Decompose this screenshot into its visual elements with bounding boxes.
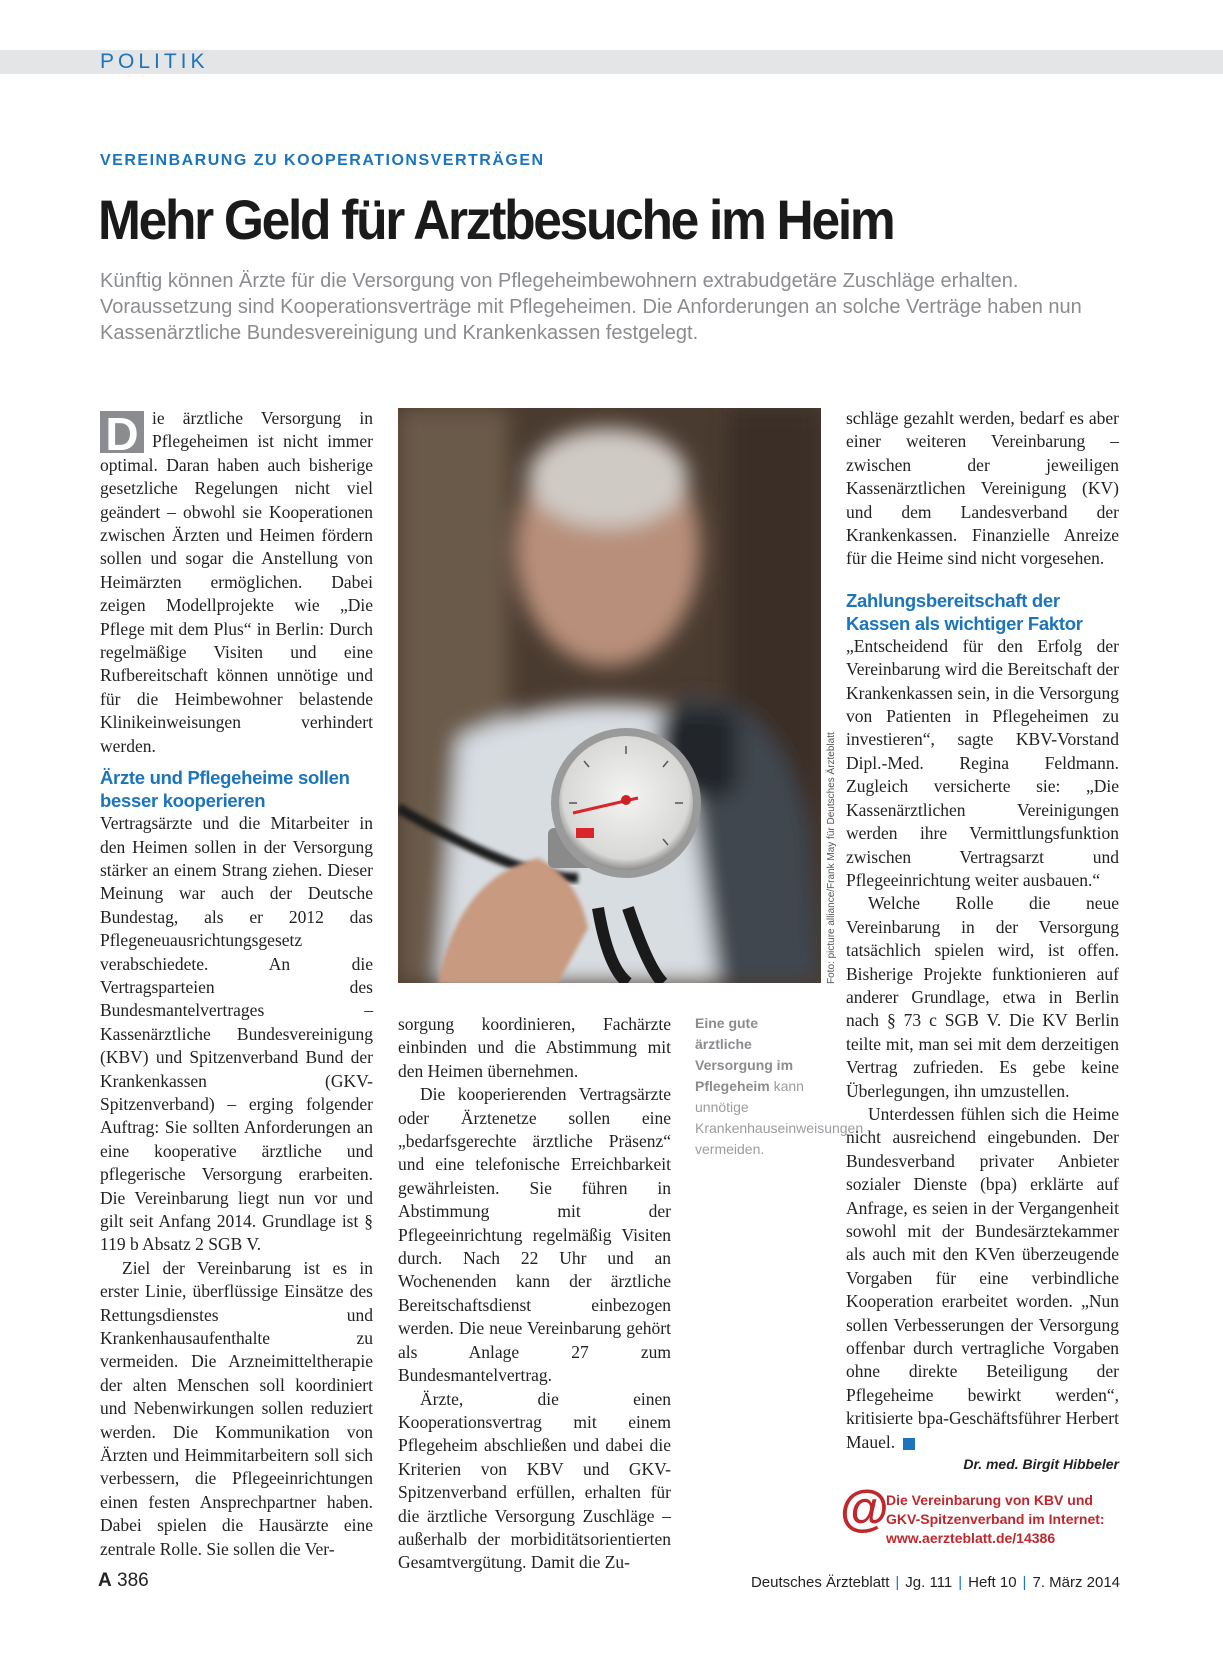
end-mark-icon [903, 1438, 915, 1450]
paragraph: sorgung koordinieren, Fachärzte einbinden und die Abstimmung mit den Heimen übernehmen. [398, 1014, 671, 1081]
subheading: Zahlungsbereitschaft der Kassen als wichtiger Faktor [846, 589, 1083, 634]
paragraph: „Entscheidend für den Erfolg der Vereinbarung wird die Bereitschaft der Krankenkassen sein, in die Versorgung von Patienten in Pflegeheimen zu investieren“, sagte KBV-Vorstand Dipl.-Med. Regina Feldmann. Zugleich versicherte sie: „Die Kassenärztlichen Vereinigungen werden ihre Vermittlungsfunktion zwischen Vertragsarzt und Pflegeeinrichtung weiter ausbauen.“ [846, 635, 1119, 890]
section-label: POLITIK [100, 50, 209, 73]
web-link-text [886, 1491, 1105, 1548]
text-column-1 [100, 407, 373, 1561]
paragraph [100, 407, 373, 758]
web-link-line: Die Vereinbarung von KBV und [886, 1492, 1093, 1508]
article-photo [398, 408, 821, 983]
separator: | [958, 1574, 963, 1591]
caption-text: kann unnötige Krankenhauseinweisungen vermeiden. [695, 1078, 864, 1157]
page-folio [98, 1570, 149, 1592]
page-number: 386 [117, 1570, 149, 1591]
paragraph: Vertragsärzte und die Mitarbeiter in den Heimen sollen in der Versorgung stärker an einem Strang ziehen. Dieser Meinung war auch der Deutsche Bundestag, als er 2012 das Pflegeneuausrichtungsgesetz verabschiedete. An die Vertragsparteien des Bundesmantelvertrages – Kassenärztliche Bundesvereinigung (KBV) und Spitzenverband Bund der Krankenkassen (GKV-Spitzenverband) – erging folgender Auftrag: Sie sollten Anforderungen an eine kooperative ärztliche und pflegerische Versorgung erarbeiten. Die Vereinbarung liegt nun vor und gilt seit Anfang 2014. Grundlage ist § 119 b Absatz 2 SGB V. [100, 813, 373, 1255]
paragraph: Die kooperierenden Vertragsärzte oder Ärztenetze sollen eine „bedarfsgerechte ärztliche Präsenz“ und eine telefonische Erreichbarkeit gewährleisten. Sie führen in Abstimmung mit der Pflegeeinrichtung regelmäßig Visiten durch. Nach 22 Uhr und an Wochenenden kann der ärztliche Bereitschaftsdienst einbezogen werden. Die neue Vereinbarung gehört als Anlage 27 zum Bundesmantelvertrag. [398, 1084, 671, 1386]
text-column-3 [846, 407, 1119, 1454]
separator: | [895, 1574, 900, 1591]
at-icon: @ [840, 1480, 889, 1536]
journal-date: 7. März 2014 [1032, 1574, 1120, 1591]
author: Dr. med. Birgit Hibbeler [963, 1456, 1119, 1472]
subheading: Ärzte und Pflegeheime sollen besser kooperieren [100, 767, 350, 812]
article-lead: Künftig können Ärzte für die Versorgung von Pflegeheimbewohnern extrabudgetäre Zuschläge erhalten. Voraussetzung sind Kooperationsverträge mit Pflegeheimen. Die Anforderungen an solche Verträge haben nun Kassenärztliche Bundesvereinigung und Krankenkassen festgelegt. [100, 270, 1082, 344]
paragraph: Ärzte, die einen Kooperationsvertrag mit einem Pflegeheim abschließen und dabei die Kriterien von KBV und GKV-Spitzenverband erfüllen, erhalten für die ärztliche Versorgung Zuschläge – außerhalb der morbiditätsorientierten Gesamtvergütung. Damit die Zu- [398, 1388, 671, 1573]
photo-blood-pressure-gauge [398, 408, 821, 983]
journal-footer [751, 1574, 1120, 1591]
article-kicker: VEREINBARUNG ZU KOOPERATIONSVERTRÄGEN [100, 152, 545, 169]
photo-credit [826, 732, 840, 984]
drop-cap: D [100, 411, 144, 453]
web-link-url[interactable]: www.aerzteblatt.de/14386 [886, 1530, 1056, 1546]
page-prefix: A [98, 1570, 112, 1591]
paragraph: schläge gezahlt werden, bedarf es aber einer weiteren Vereinbarung – zwischen der jeweiligen Kassenärztlichen Vereinigung (KV) und dem Landesverband der Krankenkassen. Finanzielle Anreize für die Heime sind nicht vorgesehen. [846, 408, 1119, 569]
article-title: Mehr Geld für Arztbesuche im Heim [98, 188, 894, 251]
paragraph-text: Unterdessen fühlen sich die Heime nicht ausreichend eingebunden. Der Bundesverband privater Anbieter sozialer Dienste (bpa) erklärte auf Anfrage, es seien in der Vergangenheit sowohl mit der Bundesärztekammer als auch mit den KVen überzeugende Vorgaben für eine verbindliche Kooperation erarbeitet worden. „Nun sollen Verbesserungen der Versorgung offenbar durch vertragliche Vorgaben ohne direkte Beteiligung der Pflegeheime bewirkt werden“, kritisierte bpa-Geschäftsführer Herbert Mauel. [846, 1103, 1119, 1452]
journal-name: Deutsches Ärzteblatt [750, 1574, 890, 1591]
text-column-2 [398, 1013, 671, 1575]
web-link-line: GKV-Spitzenverband im Internet: [886, 1511, 1105, 1527]
photo-caption [695, 1013, 864, 1160]
paragraph: Ziel der Vereinbarung ist es in erster Linie, überflüssige Einsätze des Rettungsdienstes und Krankenhausaufenthalte zu vermeiden. Die Arzneimitteltherapie der alten Menschen soll koordiniert und Nebenwirkungen sollen reduziert werden. Die Kommunikation von Ärzten und Heimmitarbeitern soll sich verbessern, die Pflegeeinrichtungen einen festen Ansprechpartner haben. Dabei spielen die Hausärzte eine zentrale Rolle. Sie sollen die Ver- [100, 1257, 373, 1559]
paragraph-text: ie ärztliche Versorgung in Pflegeheimen ist nicht immer optimal. Daran haben auch bisherige gesetzliche Regelungen nicht viel geändert – obwohl sie Kooperationen zwischen Ärzten und Heimen fördern sollen und sogar die Anstellung von Heimärzten ermöglichen. Dabei zeigen Modellprojekte wie „Die Pflege mit dem Plus“ in Berlin: Durch regelmäßige Visiten und eine Rufbereitschaft können unnötige und für die Heimbewohner belastende Klinikeinweisungen verhindert werden. [100, 408, 373, 756]
journal-volume: Jg. 111 [905, 1574, 953, 1591]
caption-bold: Eine gute ärztliche Versorgung im Pflegeheim [695, 1015, 794, 1094]
journal-issue: Heft 10 [968, 1574, 1017, 1591]
paragraph: Welche Rolle die neue Vereinbarung in der Versorgung tatsächlich spielen wird, ist offen. Bisherige Projekte funktionieren auf anderer Grundlage, etwa in Berlin nach § 73 c SGB V. Die KV Berlin teilte mit, man sei mit dem derzeitigen Vertrag zufrieden. Es gebe keine Überlegungen, ihn umzustellen. [846, 893, 1119, 1101]
photo-credit-text: Foto: picture alliance/Frank May für Deutsches Ärzteblatt [826, 732, 837, 984]
paragraph [846, 1103, 1119, 1454]
separator: | [1022, 1574, 1027, 1591]
web-link-box[interactable] [840, 1480, 1130, 1557]
